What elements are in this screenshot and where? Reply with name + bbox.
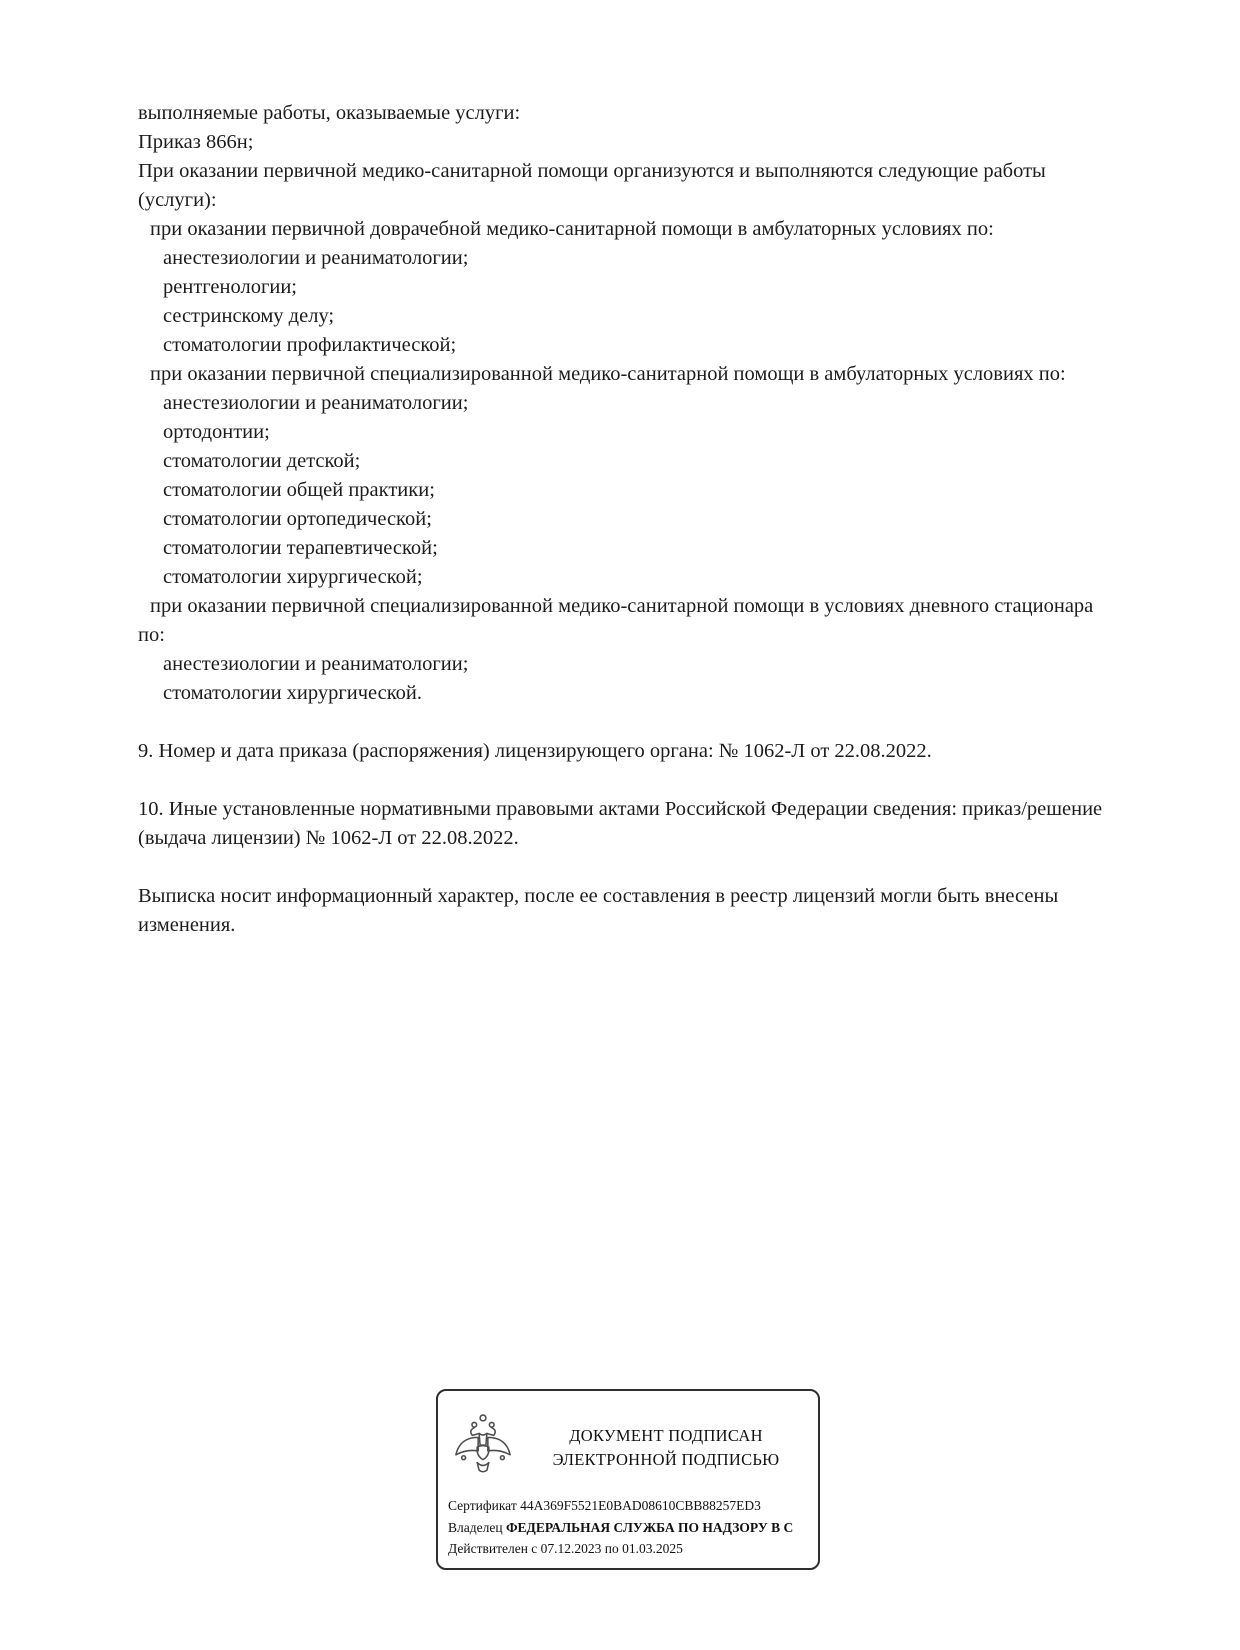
works-services-line: выполняемые работы, оказываемые услуги: bbox=[138, 102, 521, 124]
service-item: стоматологии хирургической; bbox=[163, 566, 423, 588]
stamp-title bbox=[524, 1424, 808, 1472]
stamp-header bbox=[448, 1401, 808, 1495]
disclaimer-paragraph: Выписка носит информационный характер, после ее составления в реестр лицензий могли быть внесены изменения. bbox=[138, 885, 1059, 936]
owner-value: ФЕДЕРАЛЬНАЯ СЛУЖБА ПО НАДЗОРУ В С bbox=[505, 1519, 794, 1535]
service-item: стоматологии детской; bbox=[163, 450, 361, 472]
certificate-label: Сертификат bbox=[448, 1498, 517, 1514]
service-item: анестезиологии и реаниматологии; bbox=[163, 653, 469, 675]
service-item: стоматологии хирургической. bbox=[163, 682, 423, 704]
stamp-title-line-1: ДОКУМЕНТ ПОДПИСАН bbox=[569, 1426, 763, 1446]
digital-signature-stamp bbox=[436, 1389, 820, 1570]
service-item: стоматологии терапевтической; bbox=[163, 537, 438, 559]
service-item: сестринскому делу; bbox=[163, 305, 335, 327]
stamp-details bbox=[448, 1495, 808, 1560]
service-item: рентгенологии; bbox=[163, 276, 297, 298]
certificate-value: 44A369F5521E0BAD08610CBB88257ED3 bbox=[520, 1498, 761, 1514]
service-item: стоматологии профилактической; bbox=[163, 334, 457, 356]
certificate-line bbox=[448, 1495, 808, 1517]
section-header-day-hospital: при оказании первичной специализированной медико-санитарной помощи в условиях дневного стационара по: bbox=[138, 595, 1094, 646]
service-item: анестезиологии и реаниматологии; bbox=[163, 247, 469, 269]
stamp-title-line-2: ЭЛЕКТРОННОЙ ПОДПИСЬЮ bbox=[552, 1450, 780, 1470]
service-item: стоматологии ортопедической; bbox=[163, 508, 432, 530]
owner-line bbox=[448, 1517, 808, 1539]
validity-line: Действителен с 07.12.2023 по 01.03.2025 bbox=[448, 1541, 683, 1557]
owner-label: Владелец bbox=[448, 1519, 503, 1535]
document-text bbox=[138, 99, 1115, 940]
section-header-prehospital: при оказании первичной доврачебной медико-санитарной помощи в амбулаторных условиях по: bbox=[150, 218, 994, 240]
double-headed-eagle-icon bbox=[448, 1412, 518, 1484]
service-item: анестезиологии и реаниматологии; bbox=[163, 392, 469, 414]
section-header-specialized-ambulatory: при оказании первичной специализированной медико-санитарной помощи в амбулаторных условиях по: bbox=[150, 363, 1066, 385]
service-item: стоматологии общей практики; bbox=[163, 479, 435, 501]
point-10-paragraph: 10. Иные установленные нормативными правовыми актами Российской Федерации сведения: приказ/решение (выдача лицензии) № 1062-Л от 22.08.2022. bbox=[138, 798, 1103, 849]
point-9-paragraph: 9. Номер и дата приказа (распоряжения) лицензирующего органа: № 1062-Л от 22.08.2022. bbox=[138, 740, 932, 762]
service-item: ортодонтии; bbox=[163, 421, 270, 443]
primary-care-paragraph: При оказании первичной медико-санитарной помощи организуются и выполняются следующие работы (услуги): bbox=[138, 160, 1046, 211]
order-line: Приказ 866н; bbox=[138, 131, 254, 153]
